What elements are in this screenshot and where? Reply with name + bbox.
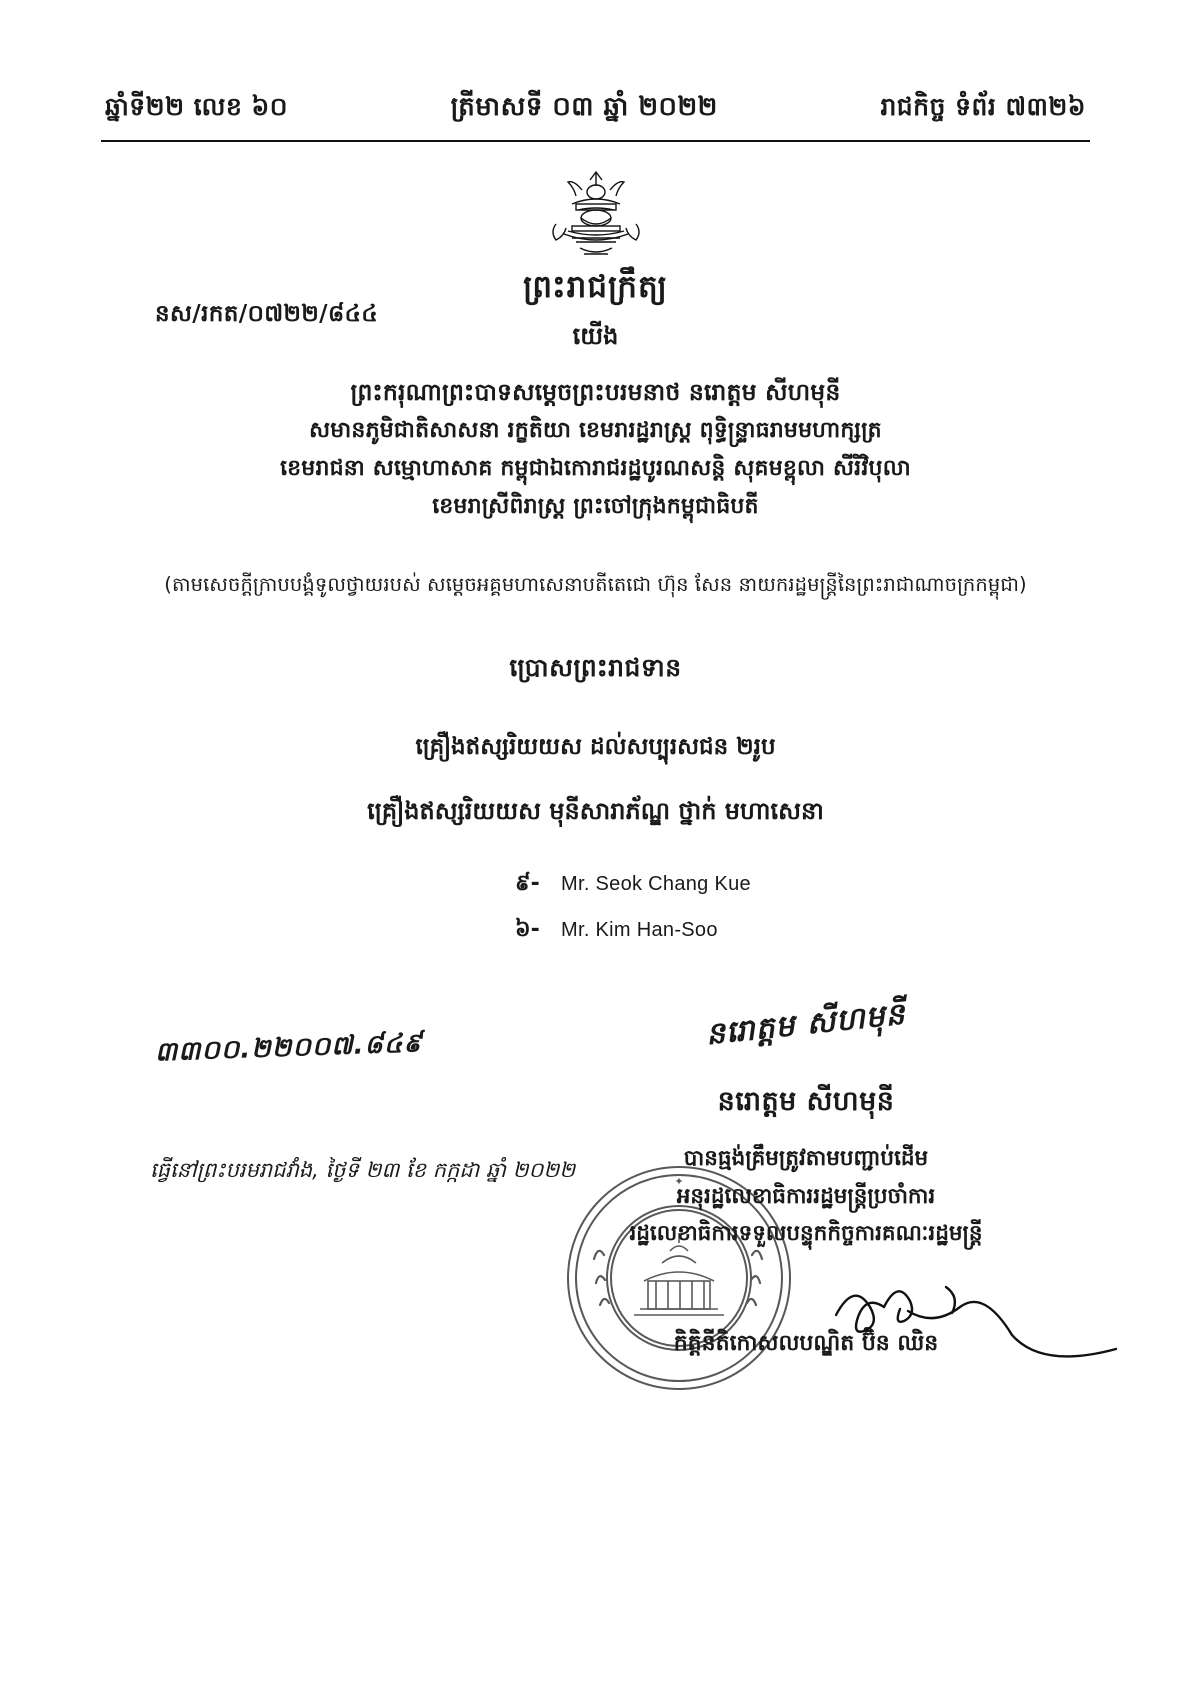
- king-titles-block: [95, 372, 1096, 526]
- header-right-text: រាជកិច្ច ទំព័រ ៧៣២៦: [880, 92, 1086, 121]
- royal-signature: នរោត្តម សីហមុនី: [704, 996, 908, 1053]
- king-title-line-2: សមានភូមិជាតិសាសនា រក្ខតិយា ខេមរារដ្ឋរាស្ត្រ ពុទ្ធិន្ទ្រាធរាមមហាក្សត្រ: [309, 418, 882, 444]
- decree-keyword: ប្រោសព្រះរាជទាន: [509, 652, 682, 682]
- header-center-text: ត្រីមាសទី ០៣ ឆ្នាំ ២០២២: [450, 92, 718, 122]
- recipient-number: ៩-: [515, 870, 540, 896]
- royal-signature-block: [526, 996, 1086, 1363]
- recipient-number: ៦-: [515, 916, 540, 942]
- award-description-line: គ្រឿងឥស្សរិយយស ដល់សប្បុរសជន ២រូប: [415, 733, 776, 760]
- reference-number: ៣៣០០.២២០០៧.៨៤៩: [154, 1028, 424, 1068]
- header-divider: [101, 140, 1090, 142]
- king-name: នរោត្តម សីហមុនី: [717, 1085, 895, 1117]
- we-word: យើង: [572, 322, 619, 350]
- document-number: នស/រកត/០៧២២/៨៤៤: [155, 301, 379, 327]
- king-title-line-1: ព្រះករុណាព្រះបាទសម្តេចព្រះបរមនាថ នរោត្តម សីហមុនី: [350, 378, 841, 406]
- list-item: [515, 915, 1096, 947]
- signature-area: [95, 996, 1096, 1565]
- header-left-text: ឆ្នាំទី២២ លេខ ៦០: [105, 92, 288, 121]
- page-title: ព្រះរាជក្រឹត្យ: [523, 269, 668, 305]
- svg-text:✦: ✦: [674, 1174, 684, 1188]
- award-class-line: គ្រឿងឥស្សរិយយស មុនីសារាភ័ណ្ឌ ថ្នាក់ មហាសេនា: [367, 796, 824, 825]
- page-header: [95, 90, 1096, 128]
- countersign-line-3: រដ្ឋលេខាធិការទទួលបន្ទុកកិច្ចការគណៈរដ្ឋមន្ត្រី: [629, 1221, 983, 1247]
- handwritten-signature-icon: [826, 1253, 1126, 1373]
- list-item: [515, 869, 1096, 901]
- recipient-name: Mr. Kim Han-Soo: [561, 918, 718, 941]
- prime-minister-note: (តាមសេចក្តីក្រាបបង្គំទូលថ្វាយរបស់ សម្តេចអគ្គមហាសេនាបតីតេជោ ហ៊ុន សែន នាយករដ្ឋមន្ត្រីនៃព្រះរាជាណាចក្រកម្ពុជា): [164, 572, 1027, 596]
- countersign-line-1: បានធ្មង់គ្រឹមត្រូវតាមបញ្ជាប់ដើម: [683, 1145, 929, 1171]
- minister-name: កិត្តិនីតិកោសលបណ្ឌិត ប៊ិន ឈិន: [673, 1330, 939, 1356]
- king-title-line-3: ខេមរាជនា សម្មោហាសាគ កម្ពុជាឯកោរាជរដ្ឋបូរណសន្តិ សុគមខ្ពុលា សីរិវិបុលា: [280, 456, 911, 482]
- royal-emblem-icon: [542, 168, 650, 268]
- recipient-name: Mr. Seok Chang Kue: [561, 872, 751, 895]
- emblem-container: [95, 168, 1096, 264]
- king-title-line-4: ខេមរាស្រីពិរាស្ត្រ ព្រះចៅក្រុងកម្ពុជាធិបតី: [432, 494, 759, 520]
- place-and-date: ធ្វើនៅព្រះបរមរាជវាំង, ថ្ងៃទី ២៣ ខែ កក្កដា ឆ្នាំ ២០២២: [150, 1157, 576, 1182]
- countersign-line-2: អនុរដ្ឋលេខាធិការរដ្ឋមន្ត្រីប្រចាំការ: [676, 1183, 936, 1209]
- recipients-list: [95, 869, 1096, 947]
